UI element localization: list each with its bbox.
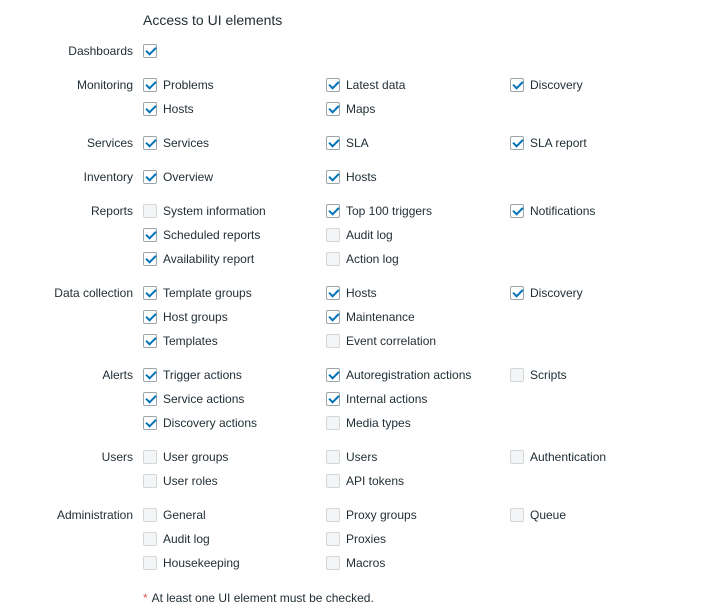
required-hint [143, 589, 374, 607]
checkbox-item-alerts-autoregistration-actions[interactable] [326, 366, 471, 384]
checkbox-label[interactable]: SLA [346, 136, 369, 150]
required-hint-text: At least one UI element must be checked. [151, 591, 374, 605]
checkbox-item-administration-housekeeping[interactable] [143, 554, 240, 572]
checkbox-label[interactable]: Autoregistration actions [346, 368, 472, 382]
checkbox-item-monitoring-problems[interactable] [143, 76, 214, 94]
required-asterisk: * [143, 591, 148, 605]
section-label: Monitoring [76, 78, 133, 92]
checkbox-item-inventory-hosts[interactable] [326, 168, 377, 186]
checkbox-unchecked[interactable] [143, 532, 157, 546]
checkbox-item-users-user-groups[interactable] [143, 448, 228, 466]
checkbox-unchecked[interactable] [143, 556, 157, 570]
checkbox-label[interactable]: Hosts [163, 102, 194, 116]
checkbox-label[interactable]: Scheduled reports [163, 228, 261, 242]
checkbox-item-services-sla-report[interactable] [510, 134, 587, 152]
checkbox-item-users-authentication[interactable] [510, 448, 606, 466]
checkbox-item-data-collection-template-groups[interactable] [143, 284, 252, 302]
checkbox-label[interactable]: Queue [530, 508, 567, 522]
section-label: Administration [56, 508, 133, 522]
checkbox-checked[interactable] [326, 392, 340, 406]
section-title: Access to UI elements [143, 12, 283, 28]
checkbox-label[interactable]: Template groups [163, 286, 252, 300]
checkbox-label[interactable]: Proxy groups [346, 508, 417, 522]
checkbox-checked[interactable] [143, 416, 157, 430]
checkbox-label[interactable]: Top 100 triggers [346, 204, 433, 218]
checkbox-label[interactable]: User roles [163, 474, 218, 488]
checkbox-item-reports-action-log[interactable] [326, 250, 399, 268]
checkbox-checked[interactable] [143, 286, 157, 300]
checkbox-item-monitoring-latest-data[interactable] [326, 76, 405, 94]
section-label: Alerts [102, 368, 133, 382]
checkbox-checked[interactable] [510, 136, 524, 150]
checkbox-label[interactable]: Trigger actions [163, 368, 242, 382]
checkbox-item-data-collection-event-correlation[interactable] [326, 332, 436, 350]
checkbox-item-monitoring-maps[interactable] [326, 100, 375, 118]
checkbox-checked[interactable] [326, 136, 340, 150]
checkbox-label[interactable]: Action log [346, 252, 399, 266]
checkbox-label[interactable]: Latest data [346, 78, 406, 92]
checkbox-label[interactable]: Audit log [346, 228, 393, 242]
checkbox-label[interactable]: Maintenance [346, 310, 415, 324]
checkbox-label[interactable]: Services [163, 136, 210, 150]
checkbox-item-alerts-service-actions[interactable] [143, 390, 244, 408]
checkbox-checked[interactable] [326, 102, 340, 116]
checkbox-unchecked[interactable] [326, 334, 340, 348]
checkbox-checked[interactable] [326, 78, 340, 92]
checkbox-unchecked[interactable] [143, 474, 157, 488]
checkbox-checked[interactable] [143, 136, 157, 150]
section-label: Services [86, 136, 133, 150]
checkbox-checked[interactable] [143, 392, 157, 406]
checkbox-item-monitoring-discovery[interactable] [510, 76, 583, 94]
checkbox-checked[interactable] [143, 368, 157, 382]
section-label: Reports [90, 204, 133, 218]
checkbox-item-administration-macros[interactable] [326, 554, 385, 572]
checkbox-checked[interactable] [143, 44, 157, 58]
checkbox-unchecked[interactable] [326, 474, 340, 488]
checkbox-checked[interactable] [143, 170, 157, 184]
checkbox-label[interactable]: Discovery actions [163, 416, 258, 430]
checkbox-item-alerts-internal-actions[interactable] [326, 390, 427, 408]
checkbox-label[interactable]: Users [346, 450, 378, 464]
checkbox-label[interactable]: Overview [163, 170, 214, 184]
checkbox-checked[interactable] [143, 228, 157, 242]
checkbox-item-data-collection-host-groups[interactable] [143, 308, 228, 326]
checkbox-label[interactable]: Notifications [530, 204, 596, 218]
checkbox-item-alerts-scripts[interactable] [510, 366, 567, 384]
checkbox-item-data-collection-templates[interactable] [143, 332, 218, 350]
checkbox-checked[interactable] [326, 368, 340, 382]
checkbox-checked[interactable] [510, 286, 524, 300]
checkbox-unchecked[interactable] [326, 508, 340, 522]
checkbox-item-alerts-trigger-actions[interactable] [143, 366, 242, 384]
checkbox-label[interactable]: Internal actions [346, 392, 428, 406]
checkbox-checked[interactable] [326, 204, 340, 218]
checkbox-checked[interactable] [326, 170, 340, 184]
checkbox-label[interactable]: Macros [346, 556, 386, 570]
checkbox-label[interactable]: Event correlation [346, 334, 437, 348]
checkbox-label[interactable]: Hosts [346, 286, 377, 300]
section-label: Dashboards [68, 44, 133, 58]
checkbox-checked[interactable] [143, 334, 157, 348]
checkbox-item-alerts-discovery-actions[interactable] [143, 414, 257, 432]
section-label: Inventory [83, 170, 133, 184]
checkbox-label[interactable]: Problems [163, 78, 214, 92]
checkbox-label[interactable]: Availability report [163, 252, 255, 266]
checkbox-label[interactable]: System information [163, 204, 266, 218]
checkbox-item-users-user-roles[interactable] [143, 472, 218, 490]
checkbox-label[interactable]: SLA report [530, 136, 587, 150]
checkbox-checked[interactable] [326, 310, 340, 324]
checkbox-label[interactable]: Audit log [163, 532, 210, 546]
checkbox-label[interactable]: Host groups [163, 310, 228, 324]
checkbox-unchecked[interactable] [510, 508, 524, 522]
checkbox-label[interactable]: Proxies [346, 532, 387, 546]
checkbox-item-services-sla[interactable] [326, 134, 369, 152]
checkbox-checked[interactable] [510, 204, 524, 218]
checkbox-label[interactable]: Media types [346, 416, 411, 430]
checkbox-item-alerts-media-types[interactable] [326, 414, 411, 432]
checkbox-item-reports-availability-report[interactable] [143, 250, 254, 268]
checkbox-item-administration-proxies[interactable] [326, 530, 386, 548]
checkbox-item-monitoring-hosts[interactable] [143, 100, 194, 118]
checkbox-unchecked[interactable] [143, 450, 157, 464]
checkbox-unchecked[interactable] [326, 556, 340, 570]
checkbox-item-administration-proxy-groups[interactable] [326, 506, 417, 524]
checkbox-item-reports-notifications[interactable] [510, 202, 595, 220]
checkbox-label[interactable]: Service actions [163, 392, 245, 406]
checkbox-item-reports-system-information[interactable] [143, 202, 266, 220]
checkbox-label[interactable]: General [163, 508, 206, 522]
checkbox-checked[interactable] [326, 286, 340, 300]
checkbox-checked[interactable] [143, 78, 157, 92]
checkbox-unchecked[interactable] [326, 252, 340, 266]
checkbox-item-reports-scheduled-reports[interactable] [143, 226, 260, 244]
checkbox-item-administration-general[interactable] [143, 506, 206, 524]
checkbox-label[interactable]: Maps [346, 102, 376, 116]
checkbox-unchecked[interactable] [326, 228, 340, 242]
checkbox-label[interactable]: Discovery [530, 286, 583, 300]
checkbox-item-users-users[interactable] [326, 448, 377, 466]
checkbox-label[interactable]: User groups [163, 450, 229, 464]
checkbox-label[interactable]: Authentication [530, 450, 607, 464]
checkbox-item-administration-audit-log[interactable] [143, 530, 210, 548]
checkbox-unchecked[interactable] [143, 508, 157, 522]
checkbox-item-inventory-overview[interactable] [143, 168, 213, 186]
checkbox-unchecked[interactable] [326, 450, 340, 464]
checkbox-checked[interactable] [143, 102, 157, 116]
checkbox-item-administration-queue[interactable] [510, 506, 566, 524]
checkbox-unchecked[interactable] [510, 368, 524, 382]
checkbox-item-dashboards[interactable] [143, 42, 157, 60]
checkbox-label[interactable]: Discovery [530, 78, 583, 92]
checkbox-label[interactable]: Scripts [530, 368, 567, 382]
checkbox-unchecked[interactable] [143, 204, 157, 218]
checkbox-item-data-collection-hosts[interactable] [326, 284, 377, 302]
checkbox-unchecked[interactable] [510, 450, 524, 464]
checkbox-checked[interactable] [143, 252, 157, 266]
checkbox-item-services-services[interactable] [143, 134, 209, 152]
checkbox-label[interactable]: Housekeeping [163, 556, 240, 570]
checkbox-checked[interactable] [143, 310, 157, 324]
checkbox-item-data-collection-discovery[interactable] [510, 284, 583, 302]
checkbox-unchecked[interactable] [326, 416, 340, 430]
checkbox-label[interactable]: Hosts [346, 170, 377, 184]
checkbox-item-reports-top-100-triggers[interactable] [326, 202, 432, 220]
checkbox-item-data-collection-maintenance[interactable] [326, 308, 415, 326]
checkbox-label[interactable]: Templates [163, 334, 218, 348]
section-label: Data collection [54, 286, 133, 300]
checkbox-label[interactable]: API tokens [346, 474, 405, 488]
section-label: Users [101, 450, 133, 464]
checkbox-item-reports-audit-log[interactable] [326, 226, 393, 244]
checkbox-checked[interactable] [510, 78, 524, 92]
checkbox-unchecked[interactable] [326, 532, 340, 546]
checkbox-item-users-api-tokens[interactable] [326, 472, 404, 490]
